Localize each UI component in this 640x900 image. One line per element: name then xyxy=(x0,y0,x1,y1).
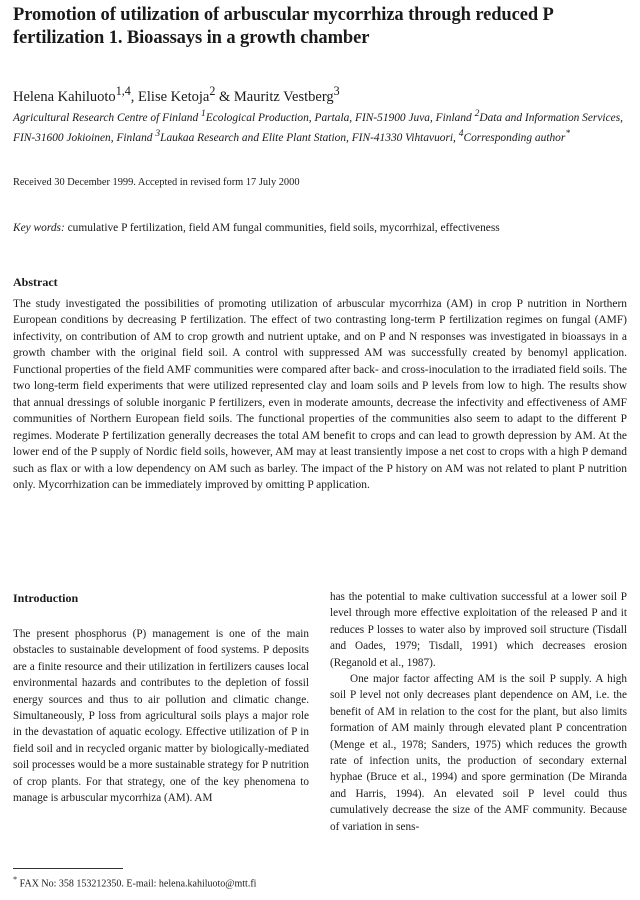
introduction-right-column xyxy=(330,589,627,835)
body-paragraph: One major factor affecting AM is the soil P supply. A high soil P level not only decreases plant dependence on AM, i.e. the benefit of AM in relation to the cost for the plant, but also limits formation of AM mainly through elevated plant P concentration (Menge et al., 1978; Sanders, 1975) which reduces the growth rate of infection units, the production of secondary external hyphae (Bruce et al., 1994) and spore germination (De Miranda and Harris, 1994). An elevated soil P level could thus cumulatively decrease the size of the AMF community. Because of variation in sens- xyxy=(330,673,627,833)
affiliation-marker: 2 xyxy=(474,109,480,119)
introduction-left-column xyxy=(13,626,309,806)
footnote-marker: * xyxy=(13,875,18,884)
author-name: & Mauritz Vestberg xyxy=(215,88,334,105)
affiliation-text: Agricultural Research Centre of Finland xyxy=(13,111,202,124)
introduction-heading: Introduction xyxy=(13,591,79,605)
affiliation-marker: 1,4 xyxy=(115,84,131,98)
keywords-text: cumulative P fertilization, field AM fungal communities, field soils, mycorrhizal, effectiveness xyxy=(64,222,500,234)
affiliation-text: Data and Information Services, FIN-31600 Jokioinen, Finland xyxy=(13,111,623,145)
affiliation-marker: * xyxy=(565,129,571,140)
affiliation-text: Ecological Production, Partala, FIN-51900 Juva, Finland xyxy=(205,111,475,124)
affiliation-marker: 2 xyxy=(209,84,216,98)
author-name: , Elise Ketoja xyxy=(130,88,210,105)
affiliation-marker: 4 xyxy=(458,129,464,140)
author-list xyxy=(13,82,340,106)
affiliations xyxy=(13,106,629,147)
footnote-divider xyxy=(13,868,123,869)
affiliation-text: Corresponding author xyxy=(463,132,566,145)
received-dates: Received 30 December 1999. Accepted in revised form 17 July 2000 xyxy=(13,177,300,188)
paper-title: Promotion of utilization of arbuscular mycorrhiza through reduced P fertilization 1. Bioassays in a growth chamber xyxy=(13,5,553,48)
keywords-label: Key words: xyxy=(13,222,65,234)
keywords xyxy=(13,220,500,236)
footnote-text: FAX No: 358 153212350. E-mail: helena.kahiluoto@mtt.fi xyxy=(17,878,257,890)
affiliation-marker: 1 xyxy=(201,109,206,119)
footnote xyxy=(13,873,256,890)
affiliation-marker: 3 xyxy=(155,129,161,140)
body-paragraph: has the potential to make cultivation successful at a lower soil P level through more effective exploitation of the released P and it reduces P losses to water also by improved soil structure (Tisdall and Oades, 1979; Tisdall, 1991) which decreases erosion (Reganold et al., 1987). xyxy=(330,591,627,669)
affiliation-text: Laukaa Research and Elite Plant Station, FIN-41330 Vihtavuori, xyxy=(160,132,459,145)
affiliation-marker: 3 xyxy=(333,84,340,98)
abstract-text: The study investigated the possibilities of promoting utilization of arbuscular mycorrhiza (AM) in crop P nutrition in Northern European conditions by decreasing P fertilization. The effect of two contrasting long-term P fertilization regimes on fungal (AMF) infectivity, on contribution of AM to crop growth and nutrient uptake, and on P and N responses was investigated in bioassays in a growth chamber with the original field soil. A control with suppressed AM was successfully created by benomyl application. Functional properties of the field AMF communities were compared after back- and cross-inoculation to the irradiated field soils. The two long-term field experiments that were utilized represented clay and loam soils and P levels from low to high. The results show that annual dressings of soluble inorganic P fertilizers, even in moderate amounts, decrease the infectivity and effectiveness of AMF communities of Northern European field soils. The functional properties of the communities also seem to adapt to the different P regimes. Moderate P fertilization generally decreases the total AM benefit to crops and can lead to growth depression by AM. At the lower end of the P supply of Nordic field soils, however, AM may at least transiently impose a net cost to crops with a high P demand such as flax or with a low dependency on AM such as barley. The impact of the P history on AM was not related to plant P nutrition only. Mycorrhization can be immediately improved by omitting P application. xyxy=(13,298,627,491)
abstract-heading: Abstract xyxy=(13,275,58,289)
author-name: Helena Kahiluoto xyxy=(13,88,116,105)
body-paragraph: The present phosphorus (P) management is one of the main obstacles to sustainable development of food systems. P deposits are a finite resource and their utilization in fertilizers causes local environmental hazards and contributes to the depletion of fossil energy sources and thus to air pollution and climatic change. Simultaneously, P loss from agricultural soils plays a major role in the devastation of aquatic ecology. Effective utilization of P in field soil and in recycled organic matter by biologically-mediated soil processes would be a more sustainable strategy for P nutrition of crop plants. For that strategy, one of the key phenomena to manage is arbuscular mycorrhiza (AM). AM xyxy=(13,628,309,805)
